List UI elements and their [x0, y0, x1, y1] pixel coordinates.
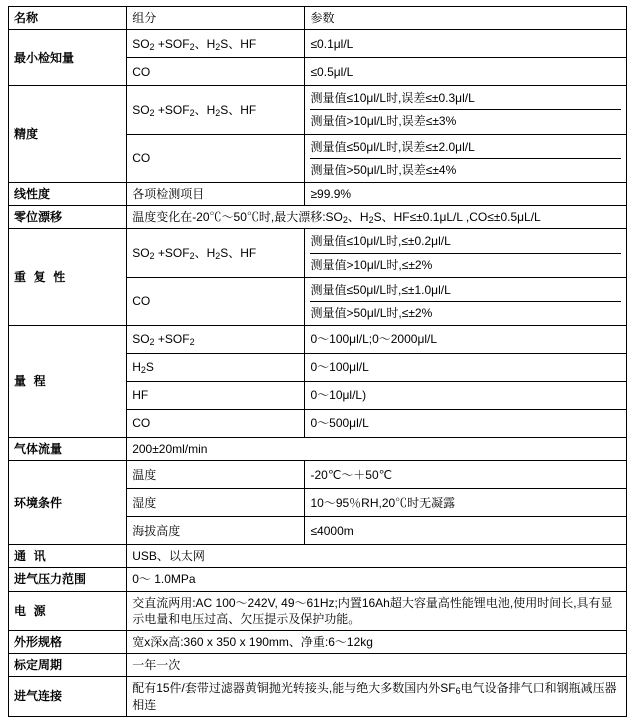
parameter-cell: ≥99.9% — [305, 182, 627, 205]
parameter-cell: 0～500μl/L — [305, 410, 627, 438]
parameter-cell — [305, 134, 627, 182]
table-row — [9, 631, 627, 654]
component-cell: CO — [127, 277, 305, 325]
parameter-line: 测量值>10μl/L时,误差≤±3% — [310, 109, 621, 130]
table-row — [9, 182, 627, 205]
row-label-calibration-cycle: 标定周期 — [9, 654, 127, 677]
parameter-cell: 0～100μl/L — [305, 354, 627, 382]
row-label-accuracy: 精度 — [9, 86, 127, 183]
parameter-cell: ≤0.1μl/L — [305, 30, 627, 58]
parameter-cell: 温度变化在-20℃～50℃时,最大漂移$:SO_2$、$H_2S$、HF≤±0.1μL/L ,CO≤±0.5μL/L — [127, 206, 627, 229]
parameter-cell: 200±20ml/min — [127, 438, 627, 461]
table-row — [9, 326, 627, 354]
row-label-min-detection: 最小检知量 — [9, 30, 127, 86]
component-cell: 各项检测项目 — [127, 182, 305, 205]
parameter-line: 测量值>50μl/L时,误差≤±4% — [310, 158, 621, 179]
parameter-cell: USB、以太网 — [127, 545, 627, 568]
row-label-zero-drift: 零位漂移 — [9, 206, 127, 229]
table-row — [9, 86, 627, 134]
table-row — [9, 229, 627, 277]
parameter-cell: -20℃～＋50℃ — [305, 461, 627, 489]
parameter-cell: 交直流两用:AC 100～242V, 49～61Hz;内置16Ah超大容量高性能锂电池,使用时间长,具有显示电量和电压过高、欠压提示及保护功能。 — [127, 591, 627, 630]
parameter-line: 测量值≤10μl/L时,误差≤±0.3μl/L — [310, 91, 475, 106]
table-row — [9, 568, 627, 591]
parameter-cell — [305, 277, 627, 325]
parameter-cell: 宽x深x高:360 x 350 x 190mm、净重:6～12kg — [127, 631, 627, 654]
parameter-line: 测量值≤50μl/L时,≤±1.0μl/L — [310, 282, 451, 297]
table-row — [9, 654, 627, 677]
component-cell: $SO_2 +SOF_2$、$H_2S$、HF — [127, 86, 305, 134]
table-row — [9, 461, 627, 489]
parameter-cell: ≤4000m — [305, 517, 627, 545]
row-label-linearity: 线性度 — [9, 182, 127, 205]
parameter-line: 测量值>10μl/L时,≤±2% — [310, 253, 621, 274]
parameter-line: 测量值>50μl/L时,≤±2% — [310, 301, 621, 322]
component-cell: CO — [127, 134, 305, 182]
component-cell: CO — [127, 58, 305, 86]
table-row — [9, 206, 627, 229]
table-row — [9, 591, 627, 630]
component-cell: $SO_2 +SOF_2$ — [127, 326, 305, 354]
row-label-communication: 通 讯 — [9, 545, 127, 568]
header-component: 组分 — [127, 7, 305, 30]
table-row — [9, 30, 627, 58]
parameter-cell: 配有15件/套带过滤器黄铜抛光转接头,能与绝大多数国内外$SF_6$电气设备排气口和钢瓶减压器相连 — [127, 677, 627, 716]
parameter-cell: 0～100μl/L;0～2000μl/L — [305, 326, 627, 354]
component-cell: 湿度 — [127, 489, 305, 517]
row-label-gas-flow: 气体流量 — [9, 438, 127, 461]
parameter-cell: 0～ 1.0MPa — [127, 568, 627, 591]
component-cell: CO — [127, 410, 305, 438]
parameter-cell — [305, 229, 627, 277]
header-name: 名称 — [9, 7, 127, 30]
row-label-power-supply: 电 源 — [9, 591, 127, 630]
row-label-environment: 环境条件 — [9, 461, 127, 545]
parameter-cell: 10～95％RH,20℃时无凝露 — [305, 489, 627, 517]
parameter-line: 测量值≤10μl/L时,≤±0.2μl/L — [310, 234, 451, 249]
parameter-cell: 一年一次 — [127, 654, 627, 677]
table-row — [9, 545, 627, 568]
component-cell: $H_2S$ — [127, 354, 305, 382]
table-header-row — [9, 7, 627, 30]
parameter-line: 测量值≤50μl/L时,误差≤±2.0μl/L — [310, 139, 475, 154]
component-cell: HF — [127, 382, 305, 410]
parameter-cell: 0～10μl/L) — [305, 382, 627, 410]
specification-table — [8, 6, 627, 717]
row-label-inlet-pressure-range: 进气压力范围 — [9, 568, 127, 591]
parameter-cell: ≤0.5μl/L — [305, 58, 627, 86]
component-cell: $SO_2 +SOF_2$、$H_2S$、HF — [127, 30, 305, 58]
parameter-cell — [305, 86, 627, 134]
component-cell: $SO_2 +SOF_2$、$H_2S$、HF — [127, 229, 305, 277]
table-row — [9, 438, 627, 461]
component-cell: 海拔高度 — [127, 517, 305, 545]
table-row — [9, 677, 627, 716]
component-cell: 温度 — [127, 461, 305, 489]
row-label-dimensions: 外形规格 — [9, 631, 127, 654]
row-label-range: 量 程 — [9, 326, 127, 438]
header-parameter: 参数 — [305, 7, 627, 30]
row-label-repeatability: 重 复 性 — [9, 229, 127, 326]
row-label-inlet-connection: 进气连接 — [9, 677, 127, 716]
